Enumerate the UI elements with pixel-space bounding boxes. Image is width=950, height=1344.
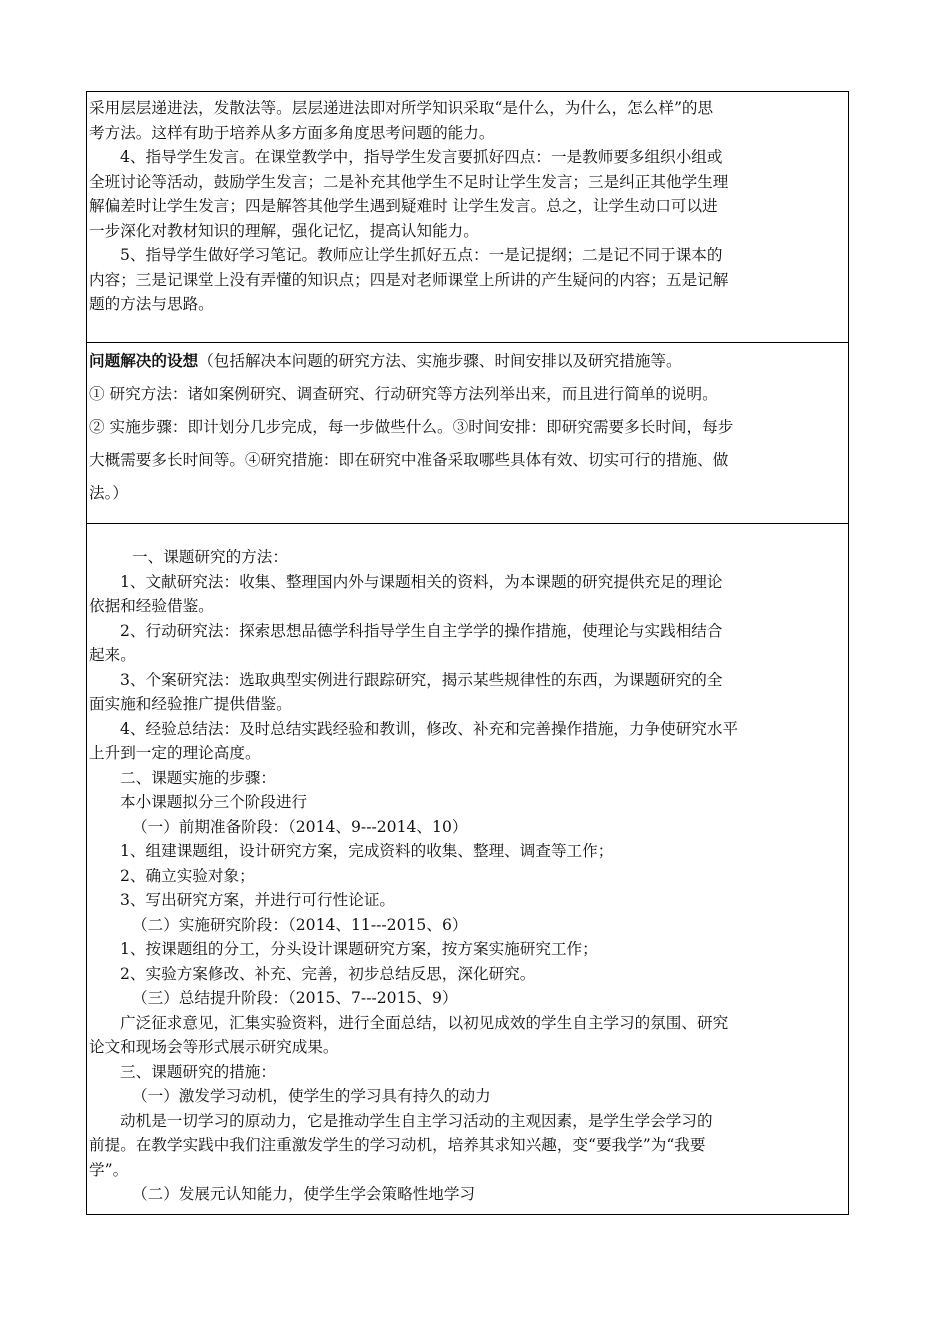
text-line: 起来。 — [89, 646, 136, 664]
text-line: （三）总结提升阶段：（2015、7---2015、9） — [132, 989, 458, 1007]
text-line: 大概需要多长时间等。④研究措施：即在研究中准备采取哪些具体有效、切实可行的措施、做 — [89, 451, 729, 469]
text-line: 面实施和经验推广提供借鉴。 — [89, 695, 292, 713]
text-line: 前提。在教学实践中我们注重激发学生的学习动机，培养其求知兴趣，变“要我学”为“我要 — [89, 1136, 706, 1154]
text-line: 学”。 — [89, 1160, 129, 1179]
text-line: 一步深化对教材知识的理解，强化记忆，提高认知能力。 — [89, 221, 479, 240]
text-line: 法。） — [89, 484, 128, 502]
text-line: 本小课题拟分三个阶段进行 — [120, 793, 308, 811]
research-plan-cell — [87, 524, 848, 1216]
section-heading-line — [89, 344, 846, 378]
text-line: 5、指导学生做好学习笔记。教师应让学生抓好五点：一是记提纲；二是记不同于课本的 — [120, 246, 723, 264]
text-line: 3、个案研究法：选取典型实例进行跟踪研究，揭示某些规律性的东西，为课题研究的全 — [120, 670, 723, 689]
text-line: ① 研究方法：诸如案例研究、调查研究、行动研究等方法列举出来，而且进行简单的说明。 — [89, 385, 718, 403]
text-line: 2、实验方案修改、补充、完善，初步总结反思，深化研究。 — [120, 964, 536, 983]
text-line: 1、按课题组的分工，分头设计课题研究方案，按方案实施研究工作； — [120, 940, 598, 958]
section-heading: 问题解决的设想 — [89, 351, 199, 370]
text-line: 考方法。这样有助于培养从多方面多角度思考问题的能力。 — [89, 123, 495, 142]
teaching-guidance-text — [89, 92, 846, 317]
text-line: （一）前期准备阶段：（2014、9---2014、10） — [132, 817, 468, 836]
text-line: 题的方法与思路。 — [89, 295, 214, 313]
text-line: 依据和经验借鉴。 — [89, 597, 214, 615]
text-line: 1、文献研究法：收集、整理国内外与课题相关的资料，为本课题的研究提供充足的理论 — [120, 572, 723, 591]
teaching-guidance-cell — [87, 92, 848, 343]
text-line: （二）实施研究阶段：（2014、11---2015、6） — [132, 915, 468, 934]
text-line: 2、确立实验对象； — [120, 866, 255, 885]
text-line: （二）发展元认知能力，使学生学会策略性地学习 — [132, 1185, 476, 1203]
section-heading-note: （包括解决本问题的研究方法、实施步骤、时间安排以及研究措施等。 — [198, 352, 682, 370]
research-plan-text — [89, 524, 846, 1207]
text-line: 广泛征求意见，汇集实验资料，进行全面总结，以初见成效的学生自主学习的氛围、研究 — [120, 1013, 729, 1032]
text-line: 论文和现场会等形式展示研究成果。 — [89, 1038, 339, 1056]
text-line: 解偏差时让学生发言；四是解答其他学生遇到疑难时 让学生发言。总之，让学生动口可以进 — [89, 197, 718, 215]
text-line: 二、课题实施的步骤： — [120, 768, 276, 787]
document-table — [86, 91, 849, 1215]
text-line: 动机是一切学习的原动力，它是推动学生自主学习活动的主观因素，是学生学会学习的 — [120, 1111, 713, 1130]
text-line: （一）激发学习动机，使学生的学习具有持久的动力 — [132, 1087, 491, 1105]
text-line: 3、写出研究方案，并进行可行性论证。 — [120, 891, 396, 909]
text-line: 4、经验总结法：及时总结实践经验和教训，修改、补充和完善操作措施，力争使研究水平 — [120, 719, 739, 738]
text-line: 一、课题研究的方法： — [132, 548, 288, 566]
text-line: 上升到一定的理论高度。 — [89, 744, 261, 762]
text-line: ② 实施步骤：即计划分几步完成，每一步做些什么。③时间安排：即研究需要多长时间，每步 — [89, 418, 734, 436]
text-line: 三、课题研究的措施： — [120, 1062, 276, 1081]
text-line: 2、行动研究法：探索思想品德学科指导学生自主学学的操作措施，使理论与实践相结合 — [120, 621, 723, 640]
text-line: 全班讨论等活动，鼓励学生发言；二是补充其他学生不足时让学生发言；三是纠正其他学生理 — [89, 172, 729, 191]
text-line: 采用层层递进法，发散法等。层层递进法即对所学知识采取“是什么，为什么，怎么样”的思 — [89, 99, 714, 117]
text-line: 1、组建课题组，设计研究方案，完成资料的收集、整理、调查等工作； — [120, 842, 614, 860]
problem-solving-prompt — [89, 343, 846, 510]
text-line: 内容；三是记课堂上没有弄懂的知识点；四是对老师课堂上所讲的产生疑问的内容；五是记解 — [89, 270, 729, 289]
problem-solving-prompt-cell — [87, 343, 848, 524]
text-line: 4、指导学生发言。在课堂教学中，指导学生发言要抓好四点：一是教师要多组织小组或 — [120, 148, 723, 166]
